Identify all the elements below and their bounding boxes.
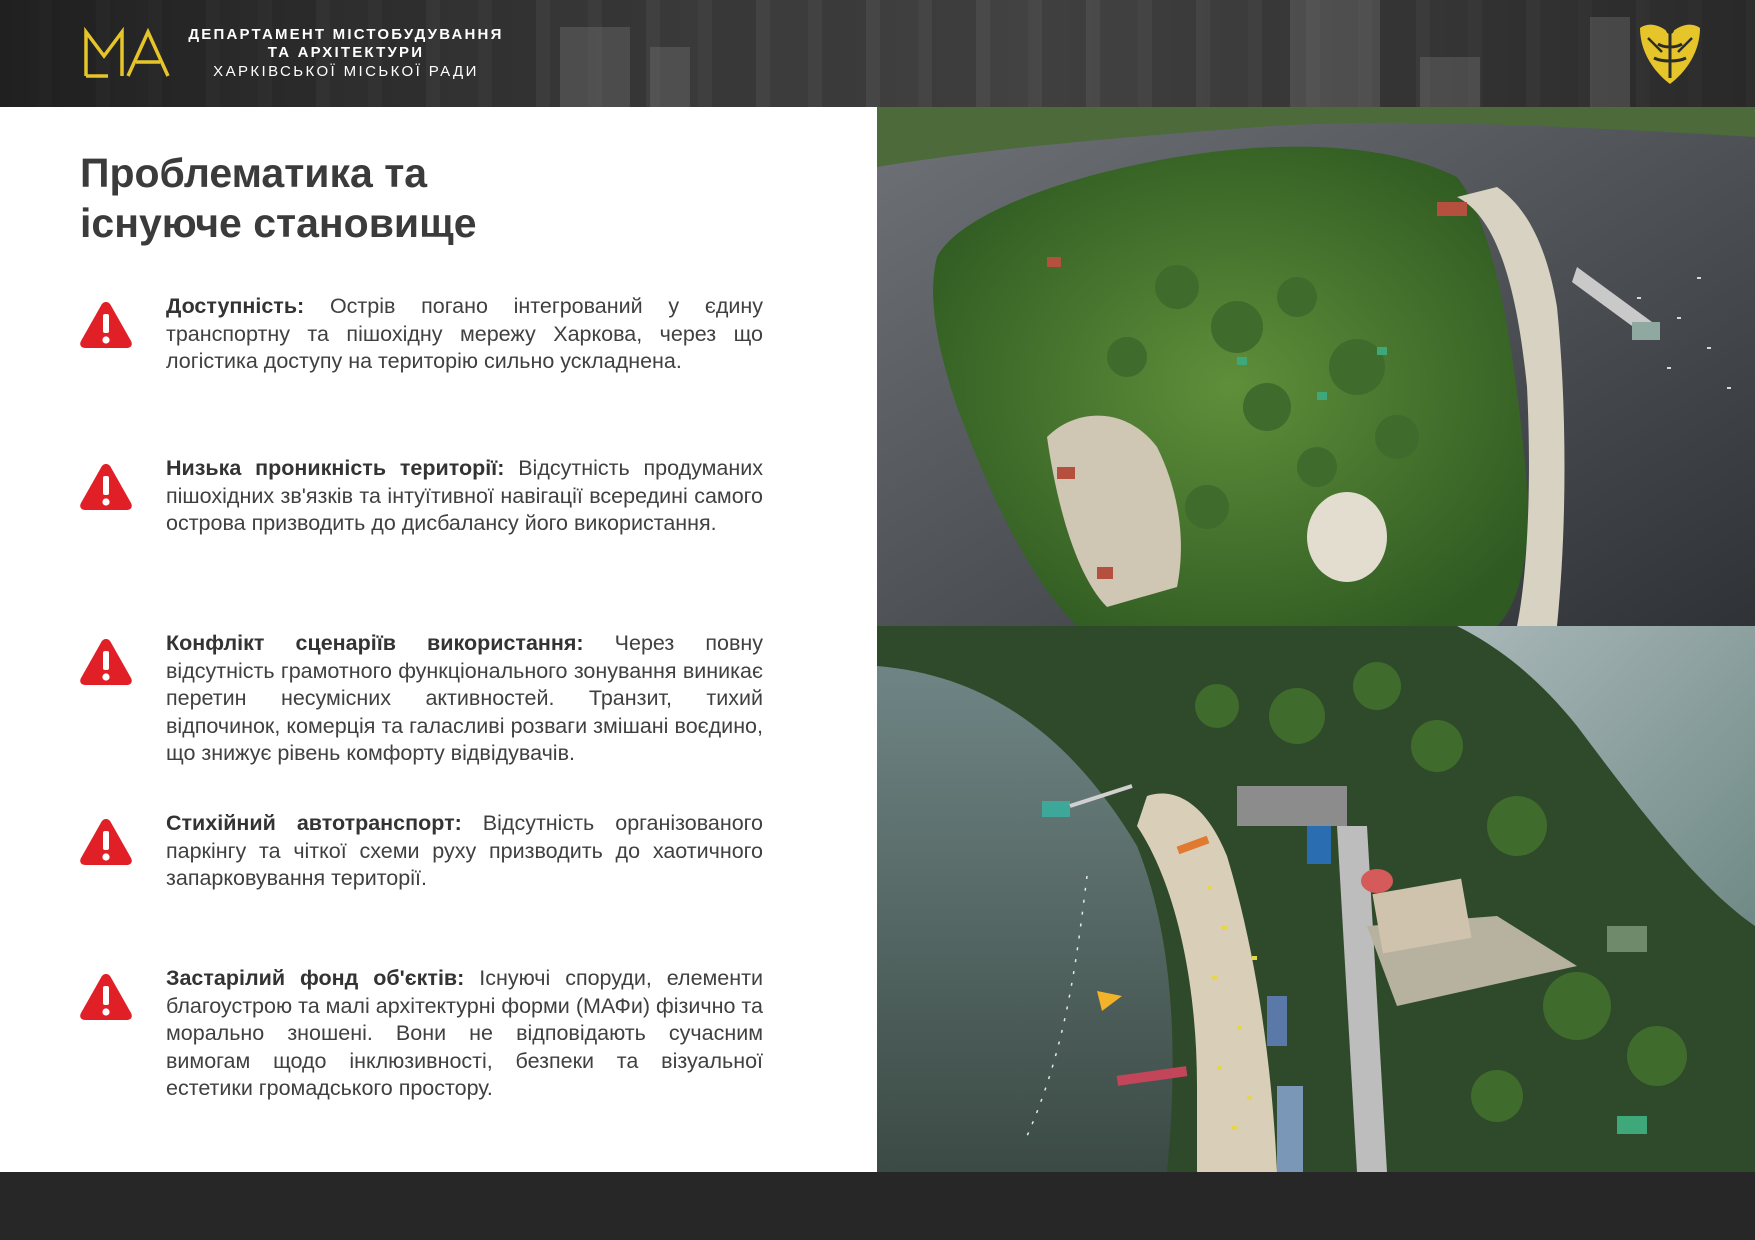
footer-bar <box>0 1172 1755 1240</box>
issue-text <box>166 810 763 893</box>
issue-text <box>166 630 763 768</box>
kharkiv-crest-icon <box>1634 18 1706 90</box>
issue-heading: Низька проникність території: <box>166 456 505 480</box>
department-name <box>186 26 506 82</box>
page-title-line-1: Проблематика та <box>80 150 428 196</box>
warning-triangle-icon <box>78 636 134 688</box>
department-line-3: ХАРКІВСЬКОЇ МІСЬКОЇ РАДИ <box>213 63 479 80</box>
aerial-beach-photo-bottom <box>877 626 1755 1172</box>
issue-body: Відсутність організованого паркінгу та чіткої схеми руху призводить до хаотичного запарковування території. <box>166 811 763 890</box>
page-title <box>80 148 720 248</box>
page-title-line-2: існуюче становище <box>80 200 477 246</box>
skyline-building <box>1590 17 1630 107</box>
issue-body: Острів погано інтегрований у єдину транспортну та пішохідну мережу Харкова, через що логістика доступу на територію сильно ускладнена. <box>166 294 763 373</box>
warning-triangle-icon <box>78 461 134 513</box>
aerial-photo-illustration <box>877 107 1755 626</box>
warning-triangle-icon <box>78 971 134 1023</box>
aerial-photo-illustration <box>877 626 1755 1172</box>
warning-triangle-icon <box>78 816 134 868</box>
issue-body: Відсутність продуманих пішохідних зв'язків та інтуїтивної навігації всередині самого острова призводить до дисбалансу його використання. <box>166 456 763 535</box>
issue-heading: Стихійний автотранспорт: <box>166 811 462 835</box>
skyline-building <box>1290 0 1380 107</box>
issue-heading: Доступність: <box>166 294 305 318</box>
department-line-2: ТА АРХІТЕКТУРИ <box>267 44 425 61</box>
skyline-building <box>650 47 690 107</box>
department-line-1: ДЕПАРТАМЕНТ МІСТОБУДУВАННЯ <box>188 26 504 43</box>
issue-text <box>166 965 763 1103</box>
issue-text <box>166 293 763 376</box>
dma-logo-icon <box>82 26 172 80</box>
issue-heading: Конфлікт сценаріїв використання: <box>166 631 584 655</box>
header-banner <box>0 0 1755 107</box>
aerial-island-photo-top <box>877 107 1755 626</box>
skyline-building <box>560 27 630 107</box>
issue-text <box>166 455 763 538</box>
warning-triangle-icon <box>78 299 134 351</box>
issue-body: Через повну відсутність грамотного функціонального зонування виникає перетин несумісних активностей. Транзит, тихий відпочинок, комерція та галасливі розваги змішані воєдино, що знижує рівень комфорту відвідувачів. <box>166 631 763 765</box>
issue-body: Існуючі споруди, елементи благоустрою та малі архітектурні форми (МАФи) фізично та морально зношені. Вони не відповідають сучасним вимогам щодо інклюзивності, безпеки та візуальної естетики громадського простору. <box>166 966 763 1100</box>
issue-heading: Застарілий фонд об'єктів: <box>166 966 465 990</box>
skyline-building <box>1420 57 1480 107</box>
